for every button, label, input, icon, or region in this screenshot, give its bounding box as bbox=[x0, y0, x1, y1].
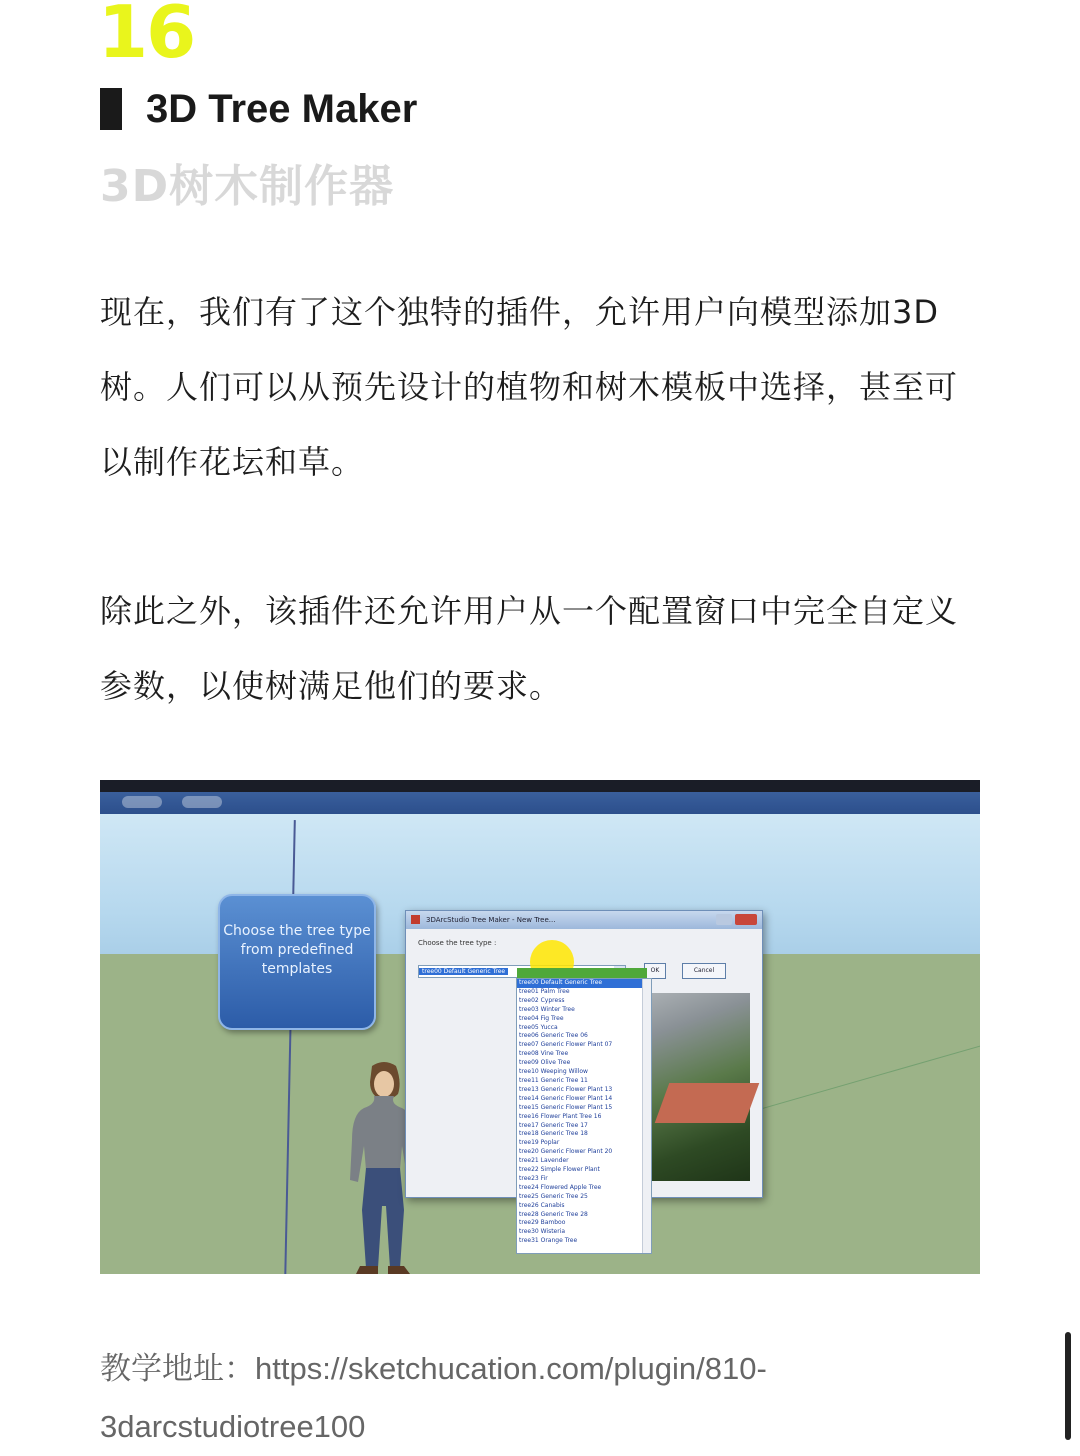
tree-option-item[interactable]: tree13 Generic Flower Plant 13 bbox=[519, 1085, 613, 1093]
tutorial-label: 教学地址： bbox=[100, 1351, 255, 1386]
tutorial-link[interactable] bbox=[100, 1340, 1000, 1456]
app-topbar bbox=[100, 780, 980, 792]
tree-option-item[interactable]: tree28 Generic Tree 28 bbox=[519, 1210, 588, 1218]
tree-option-item[interactable]: tree02 Cypress bbox=[519, 996, 565, 1004]
app-icon bbox=[411, 915, 420, 924]
app-toolbar bbox=[100, 792, 980, 814]
tree-option-item[interactable]: tree09 Olive Tree bbox=[519, 1059, 571, 1067]
tree-option-item[interactable]: tree07 Generic Flower Plant 07 bbox=[519, 1041, 613, 1049]
item-number: 16 bbox=[98, 0, 195, 74]
tree-option-item[interactable]: tree24 Flowered Apple Tree bbox=[519, 1183, 602, 1191]
tree-option-item[interactable]: tree18 Generic Tree 18 bbox=[519, 1130, 588, 1138]
tree-option-item[interactable]: tree04 Fig Tree bbox=[519, 1014, 564, 1022]
tree-option-item[interactable]: tree19 Poplar bbox=[519, 1139, 560, 1147]
tree-option-item[interactable]: tree10 Weeping Willow bbox=[519, 1068, 588, 1076]
toolbar-blob bbox=[182, 796, 222, 808]
page-scrollbar[interactable] bbox=[1065, 1332, 1071, 1440]
plugin-screenshot bbox=[100, 780, 980, 1274]
tutorial-url[interactable]: https://sketchucation.com/plugin/810-3darcstudiotree100 bbox=[100, 1351, 767, 1444]
page-subtitle: 3D树木制作器 bbox=[100, 161, 395, 212]
tree-option-item[interactable]: tree30 Wisteria bbox=[519, 1228, 566, 1236]
toolbar-blob bbox=[122, 796, 162, 808]
tree-option-item[interactable]: tree03 Winter Tree bbox=[519, 1005, 575, 1013]
title-row bbox=[100, 84, 417, 134]
tree-option-item[interactable]: tree14 Generic Flower Plant 14 bbox=[519, 1094, 613, 1102]
tree-option-item[interactable]: tree26 Canabis bbox=[519, 1201, 565, 1209]
dialog-titlebar bbox=[406, 911, 762, 929]
page-title: 3D Tree Maker bbox=[146, 86, 418, 131]
tree-option-item[interactable]: tree25 Generic Tree 25 bbox=[519, 1192, 588, 1200]
tree-option-item[interactable]: tree11 Generic Tree 11 bbox=[519, 1076, 588, 1084]
tree-option-item[interactable]: tree00 Default Generic Tree bbox=[517, 979, 651, 988]
tree-option-item[interactable]: tree31 Orange Tree bbox=[519, 1237, 578, 1245]
tree-type-value: tree00 Default Generic Tree bbox=[419, 968, 508, 975]
tree-option-item[interactable]: tree05 Yucca bbox=[519, 1023, 558, 1031]
tree-type-label: Choose the tree type : bbox=[418, 939, 497, 947]
tree-option-item[interactable]: tree29 Bamboo bbox=[519, 1219, 566, 1227]
ok-button[interactable]: OK bbox=[644, 963, 666, 979]
tree-option-item[interactable]: tree22 Simple Flower Plant bbox=[519, 1166, 600, 1174]
tree-option-item[interactable]: tree08 Vine Tree bbox=[519, 1050, 569, 1058]
dialog-title: 3DArcStudio Tree Maker - New Tree... bbox=[426, 916, 556, 924]
title-marker bbox=[100, 88, 122, 130]
tree-option-item[interactable]: tree06 Generic Tree 06 bbox=[519, 1032, 588, 1040]
highlighted-row bbox=[517, 968, 647, 978]
tree-option-item[interactable]: tree15 Generic Flower Plant 15 bbox=[519, 1103, 613, 1111]
tree-option-item[interactable]: tree17 Generic Tree 17 bbox=[519, 1121, 588, 1129]
tree-option-item[interactable]: tree20 Generic Flower Plant 20 bbox=[519, 1148, 613, 1156]
close-button[interactable] bbox=[735, 914, 757, 925]
paragraph-detail: 除此之外，该插件还允许用户从一个配置窗口中完全自定义参数，以使树满足他们的要求。 bbox=[100, 592, 959, 705]
paragraph-intro: 现在，我们有了这个独特的插件，允许用户向模型添加3D树。人们可以从预先设计的植物和树木模板中选择，甚至可以制作花坛和草。 bbox=[100, 293, 959, 481]
tree-option-item[interactable]: tree23 Fir bbox=[519, 1174, 548, 1182]
dropdown-scrollbar[interactable] bbox=[642, 979, 651, 1253]
tree-option-item[interactable]: tree16 Flower Plant Tree 16 bbox=[519, 1112, 602, 1120]
tree-option-item[interactable]: tree01 Palm Tree bbox=[519, 987, 570, 995]
cancel-button[interactable]: Cancel bbox=[682, 963, 726, 979]
minimize-button[interactable] bbox=[716, 914, 732, 925]
tree-option-item[interactable]: tree21 Lavender bbox=[519, 1157, 569, 1165]
tree-type-dropdown-list[interactable] bbox=[516, 978, 652, 1254]
callout-bubble: Choose the tree type from predefined templates bbox=[218, 894, 376, 1030]
